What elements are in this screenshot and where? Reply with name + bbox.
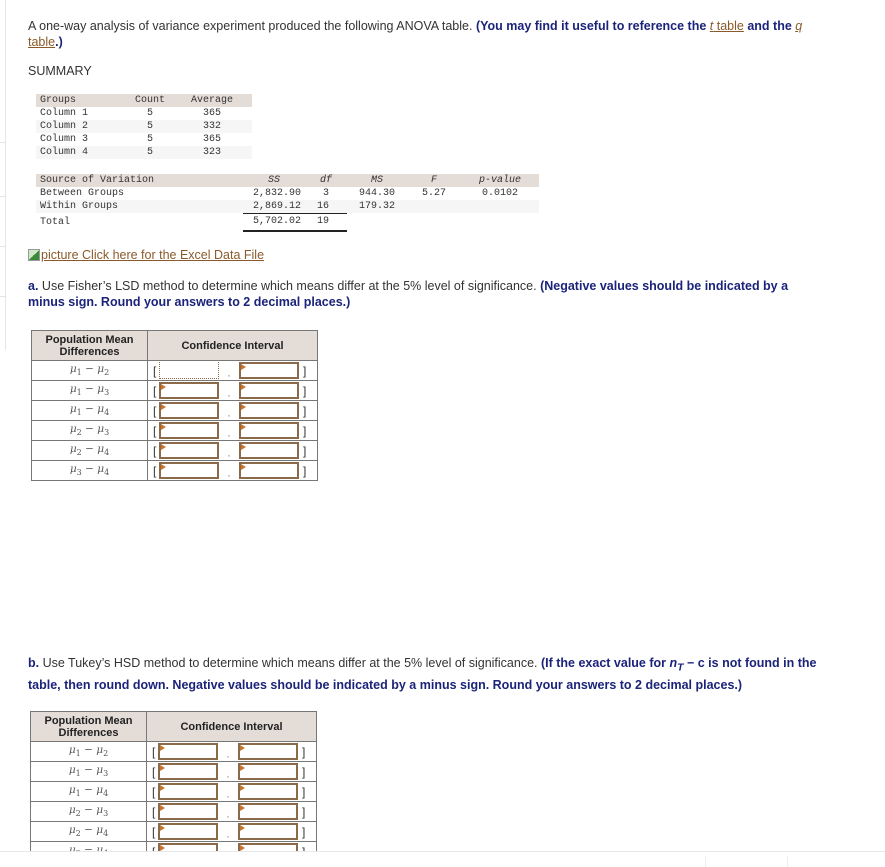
lsd-lower-input-1[interactable] <box>159 362 219 379</box>
close-bracket: ] <box>302 824 306 839</box>
intro-text: A one-way analysis of variance experiment produced the following ANOVA table. <box>28 19 473 33</box>
header-confidence-interval: Confidence Interval <box>148 331 318 361</box>
open-bracket: [ <box>153 403 157 418</box>
hint-rest: − c is not found in the table, then round down. Negative values should be indicated by a minus sign. Round your answers to 2 decimal places.) <box>28 656 817 692</box>
close-bracket: ] <box>303 403 307 418</box>
interval-cell <box>147 822 317 842</box>
open-bracket: [ <box>152 744 156 759</box>
close-bracket: ] <box>303 363 307 378</box>
pair-label: $\mu_1 - \mu_4$ <box>32 401 148 421</box>
interval-cell <box>148 401 318 421</box>
lsd-upper-input-3[interactable] <box>239 402 299 419</box>
lsd-lower-input-2[interactable] <box>159 382 219 399</box>
ci-row <box>31 782 317 802</box>
ms-value <box>347 213 407 231</box>
header-f: F <box>407 174 461 187</box>
excel-data-file-link[interactable] <box>28 248 264 262</box>
summary-row <box>36 120 252 133</box>
flag-icon <box>240 785 245 791</box>
ci-row <box>32 381 318 401</box>
question-intro <box>28 18 818 50</box>
separator: , <box>226 770 230 779</box>
group-count: 5 <box>128 120 172 133</box>
df-value: 3 <box>322 188 329 199</box>
fisher-lsd-table <box>31 330 318 481</box>
close-bracket: ] <box>303 383 307 398</box>
open-bracket: [ <box>152 784 156 799</box>
separator: , <box>227 429 231 438</box>
header-mean-differences: Population Mean Differences <box>32 331 148 361</box>
bottom-toolbar <box>0 851 885 866</box>
group-count: 5 <box>146 134 153 145</box>
pair-label: $\mu_2 - \mu_4$ <box>32 441 148 461</box>
part-b-letter: b. <box>28 656 40 670</box>
part-a-text: Use Fisher’s LSD method to determine which means differ at the 5% level of significance. <box>38 279 541 293</box>
interval-cell <box>147 782 317 802</box>
summary-table <box>36 94 252 159</box>
left-rail <box>0 0 6 350</box>
group-count: 5 <box>146 108 153 119</box>
t-italic: t <box>709 19 714 33</box>
source-label: Total <box>40 216 71 228</box>
lsd-upper-input-2[interactable] <box>239 382 299 399</box>
pair-label: $\mu_1 - \mu_2$ <box>31 742 147 762</box>
group-name: Column 4 <box>36 146 128 159</box>
ci-row <box>32 461 318 481</box>
flag-icon <box>240 765 245 771</box>
ms-value: 179.32 <box>347 200 407 213</box>
sub-a: 2 <box>76 448 82 458</box>
toolbar-divider <box>787 856 788 867</box>
flag-icon <box>160 825 165 831</box>
lsd-lower-input-5[interactable] <box>159 442 219 459</box>
part-a-prompt <box>28 278 818 310</box>
header-mean-differences: Population Mean Differences <box>31 712 147 742</box>
p-value <box>461 200 539 213</box>
t-table-link[interactable] <box>710 19 744 33</box>
pair-label: $\mu_1 - \mu_2$ <box>32 361 148 381</box>
sub-a: 1 <box>75 789 81 799</box>
lsd-lower-input-6[interactable] <box>159 462 219 479</box>
ci-row <box>32 361 318 381</box>
summary-row <box>36 146 252 159</box>
f-value <box>407 200 461 213</box>
open-bracket: [ <box>152 824 156 839</box>
hsd-upper-input-5[interactable] <box>238 823 298 840</box>
flag-icon <box>161 464 166 470</box>
flag-icon <box>160 785 165 791</box>
p-value: 0.0102 <box>481 188 518 199</box>
lsd-lower-input-4[interactable] <box>159 422 219 439</box>
sub-a: 2 <box>76 428 82 438</box>
pair-label: $\mu_1 - \mu_4$ <box>31 782 147 802</box>
sub-b: 4 <box>104 448 110 458</box>
hsd-upper-input-3[interactable] <box>238 783 298 800</box>
part-b-text: Use Tukey’s HSD method to determine which means differ at the 5% level of significance. <box>39 656 541 670</box>
sub-a: 1 <box>76 368 82 378</box>
close-bracket: ] <box>302 744 306 759</box>
ci-row <box>32 441 318 461</box>
hint-prefix: (You may find it useful to reference the <box>475 19 710 33</box>
sub-a: 2 <box>75 809 81 819</box>
summary-row <box>36 107 252 120</box>
anova-table <box>36 174 539 232</box>
hsd-upper-input-2[interactable] <box>238 763 298 780</box>
interval-cell <box>148 441 318 461</box>
ci-row <box>32 421 318 441</box>
open-bracket: [ <box>153 463 157 478</box>
open-bracket: [ <box>153 423 157 438</box>
hsd-upper-input-1[interactable] <box>238 743 298 760</box>
source-label: Between Groups <box>40 188 125 199</box>
flag-icon <box>241 464 246 470</box>
header-count: Count <box>128 94 172 107</box>
p-value <box>461 213 539 231</box>
lsd-upper-input-1[interactable] <box>239 362 299 379</box>
flag-icon <box>240 805 245 811</box>
excel-link-label: Click here for the Excel Data File <box>82 248 265 262</box>
flag-icon <box>161 404 166 410</box>
sub-b: 3 <box>104 428 110 438</box>
anova-row-total <box>36 213 539 231</box>
flag-icon <box>241 404 246 410</box>
sub-b: 4 <box>104 408 110 418</box>
interval-cell <box>148 361 318 381</box>
q-italic: q <box>795 19 803 33</box>
lsd-upper-input-6[interactable] <box>239 462 299 479</box>
ci-row <box>32 401 318 421</box>
ss-value: 2,832.90 <box>252 188 301 199</box>
separator: , <box>227 469 231 478</box>
sub-a: 1 <box>75 769 81 779</box>
separator: , <box>226 810 230 819</box>
open-bracket: [ <box>152 764 156 779</box>
separator: , <box>227 449 231 458</box>
pair-label: $\mu_3 - \mu_4$ <box>32 461 148 481</box>
hsd-lower-input-2[interactable] <box>158 763 218 780</box>
group-average: 365 <box>202 134 221 145</box>
sub-a: 1 <box>76 388 82 398</box>
interval-cell <box>148 421 318 441</box>
hint-and: and the <box>743 19 796 33</box>
interval-cell <box>147 742 317 762</box>
ci-header-row <box>31 712 317 742</box>
pair-label: $\mu_2 - \mu_4$ <box>31 822 147 842</box>
close-bracket: ] <box>303 423 307 438</box>
header-average: Average <box>172 94 252 107</box>
flag-icon <box>161 384 166 390</box>
hint-sub: T <box>677 662 684 674</box>
sub-b: 4 <box>103 829 109 839</box>
hsd-lower-input-4[interactable] <box>158 803 218 820</box>
interval-cell <box>148 381 318 401</box>
toolbar-divider <box>705 856 706 867</box>
close-bracket: ] <box>303 443 307 458</box>
ci-row <box>31 742 317 762</box>
rail-divider <box>0 246 6 247</box>
flag-icon <box>240 745 245 751</box>
ss-value: 5,702.02 <box>243 213 305 231</box>
separator: , <box>226 750 230 759</box>
header-source: Source of Variation <box>36 174 243 187</box>
hsd-lower-input-5[interactable] <box>158 823 218 840</box>
image-alt-text: picture <box>41 248 79 262</box>
flag-icon <box>241 444 246 450</box>
group-name: Column 2 <box>36 120 128 133</box>
pair-label: $\mu_1 - \mu_3$ <box>31 762 147 782</box>
ci-row <box>31 762 317 782</box>
sub-b: 4 <box>104 468 110 478</box>
df-value: 16 <box>305 200 347 213</box>
flag-icon <box>161 444 166 450</box>
sub-b: 3 <box>103 809 109 819</box>
flag-icon <box>240 825 245 831</box>
lsd-upper-input-4[interactable] <box>239 422 299 439</box>
part-b-prompt <box>28 655 818 693</box>
ci-row <box>31 822 317 842</box>
flag-icon <box>160 805 165 811</box>
separator: , <box>227 409 231 418</box>
header-p-value: p-value <box>461 174 539 187</box>
sub-a: 3 <box>76 468 82 478</box>
ci-row <box>31 802 317 822</box>
flag-icon <box>160 745 165 751</box>
part-a-hint: (Negative values should be indicated by a minus sign. Round your answers to 2 decimal places.) <box>28 279 789 309</box>
group-name: Column 1 <box>40 108 89 119</box>
lsd-upper-input-5[interactable] <box>239 442 299 459</box>
sub-b: 2 <box>104 368 110 378</box>
header-df: df <box>305 174 347 187</box>
flag-icon <box>241 424 246 430</box>
hsd-lower-input-1[interactable] <box>158 743 218 760</box>
flag-icon <box>241 364 246 370</box>
close-bracket: ] <box>302 804 306 819</box>
sub-b: 4 <box>103 789 109 799</box>
group-average: 365 <box>202 108 221 119</box>
ms-value: 944.30 <box>358 188 395 199</box>
sub-b: 3 <box>104 388 110 398</box>
flag-icon <box>161 424 166 430</box>
hsd-upper-input-4[interactable] <box>238 803 298 820</box>
sub-a: 1 <box>75 749 81 759</box>
separator: , <box>226 830 230 839</box>
rail-divider <box>0 296 6 297</box>
group-count: 5 <box>128 146 172 159</box>
close-bracket: ] <box>302 784 306 799</box>
ci-header-row <box>32 331 318 361</box>
sub-a: 1 <box>76 408 82 418</box>
close-bracket: ] <box>302 764 306 779</box>
hint-var: n <box>669 656 678 670</box>
f-value <box>407 213 461 231</box>
flag-icon <box>160 765 165 771</box>
source-label: Within Groups <box>36 200 243 213</box>
pair-label: $\mu_2 - \mu_3$ <box>31 802 147 822</box>
tukey-hsd-table <box>30 711 317 862</box>
lsd-lower-input-3[interactable] <box>159 402 219 419</box>
anova-header-row <box>36 174 539 187</box>
open-bracket: [ <box>152 804 156 819</box>
header-confidence-interval: Confidence Interval <box>147 712 317 742</box>
open-bracket: [ <box>153 443 157 458</box>
summary-header-row <box>36 94 252 107</box>
ss-value: 2,869.12 <box>243 200 305 213</box>
header-groups: Groups <box>36 94 128 107</box>
group-average: 332 <box>172 120 252 133</box>
open-bracket: [ <box>153 363 157 378</box>
anova-row-within <box>36 200 539 213</box>
header-ss: SS <box>243 174 305 187</box>
part-a-letter: a. <box>28 279 39 293</box>
pair-label: $\mu_1 - \mu_3$ <box>32 381 148 401</box>
separator: , <box>227 389 231 398</box>
pair-label: $\mu_2 - \mu_3$ <box>32 421 148 441</box>
q-table-label: table <box>28 35 56 49</box>
sub-b: 2 <box>103 749 109 759</box>
header-ms: MS <box>347 174 407 187</box>
sub-b: 3 <box>103 769 109 779</box>
separator: , <box>226 790 230 799</box>
f-value: 5.27 <box>421 188 446 199</box>
hint-suffix: .) <box>55 35 63 49</box>
separator: , <box>227 369 231 378</box>
summary-label: SUMMARY <box>28 64 92 78</box>
interval-cell <box>147 762 317 782</box>
group-average: 323 <box>172 146 252 159</box>
sub-a: 2 <box>75 829 81 839</box>
rail-divider <box>0 196 6 197</box>
hsd-lower-input-3[interactable] <box>158 783 218 800</box>
group-name: Column 3 <box>40 134 89 145</box>
hint-prefix: (If the exact value for <box>540 656 670 670</box>
open-bracket: [ <box>153 383 157 398</box>
df-value: 19 <box>305 213 347 231</box>
close-bracket: ] <box>303 463 307 478</box>
summary-row <box>36 133 252 146</box>
t-table-label: table <box>713 19 744 33</box>
anova-row-between <box>36 187 539 200</box>
interval-cell <box>147 802 317 822</box>
interval-cell <box>148 461 318 481</box>
rail-divider <box>0 142 6 143</box>
broken-image-icon <box>28 249 40 261</box>
flag-icon <box>241 384 246 390</box>
